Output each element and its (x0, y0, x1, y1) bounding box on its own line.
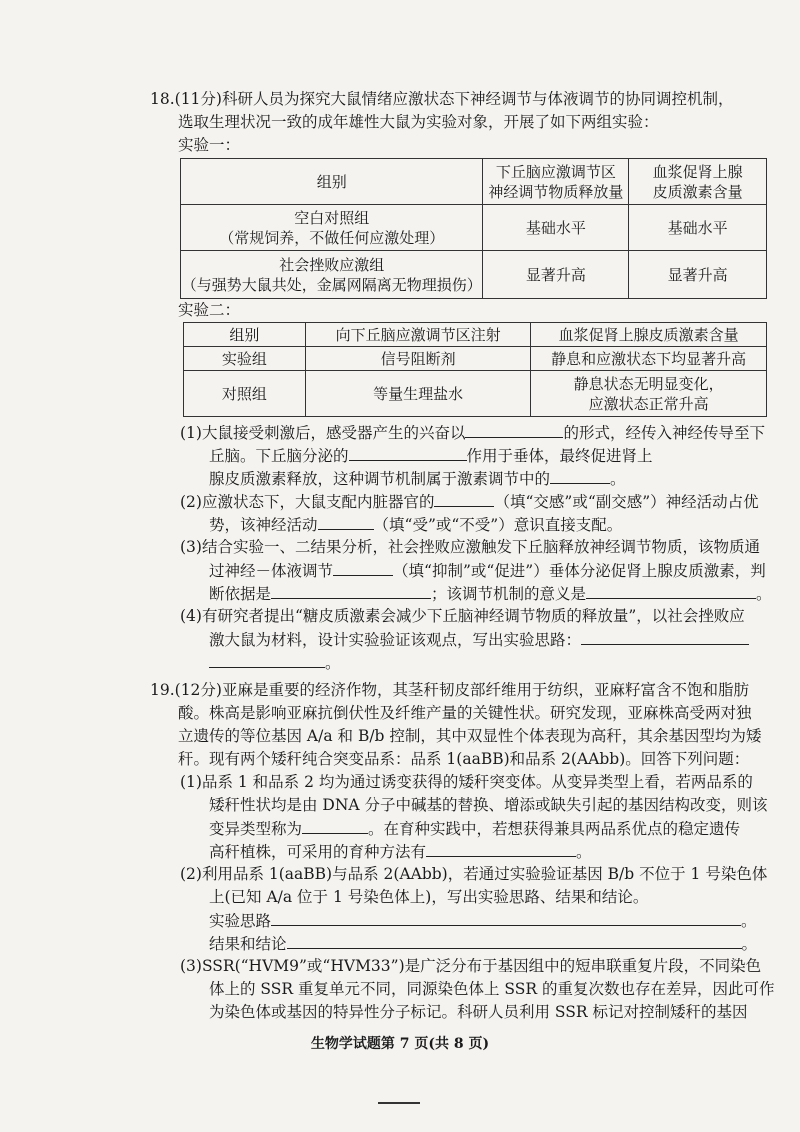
answer-blank[interactable] (586, 582, 756, 599)
q19-p1-line1: (1)品系 1 和品系 2 均为通过诱变获得的矮秆突变体。从变异类型上看，若两品系的 (180, 773, 753, 791)
q19-p2-line2: 上(已知 A/a 位于 1 号染色体上)，写出实验思路、结果和结论。 (209, 888, 649, 906)
text-segment: 过神经－体液调节 (209, 562, 334, 580)
q19-p3-line2: 体上的 SSR 重复单元不同，同源染色体上 SSR 的重复次数也存在差异，因此可作 (209, 980, 775, 998)
q18-p4-line2 (209, 628, 749, 651)
text-segment: (1)大鼠接受刺激后，感受器产生的兴奋以 (180, 424, 466, 442)
q18-intro-line1: 18.(11分)科研人员为探究大鼠情绪应激状态下神经调节与体液调节的协同调控机制， (150, 90, 734, 108)
table2-hormone-line2: 应激状态正常升高 (588, 394, 709, 413)
text-segment: 。在育种实践中，若想获得兼具两品系优点的稳定遗传 (368, 820, 741, 838)
text-segment: 激大鼠为材料，设计实验验证该观点，写出实验思路： (209, 631, 582, 649)
answer-blank[interactable] (434, 490, 494, 507)
table-row (184, 371, 767, 417)
q18-p1-line3 (209, 467, 626, 490)
text-segment: 高秆植株，可采用的育种方法有 (209, 843, 427, 861)
table-row (181, 205, 767, 251)
text-segment: 结果和结论 (209, 935, 287, 953)
text-segment: 腺皮质激素释放，这种调节机制属于激素调节中的 (209, 470, 551, 488)
table2-cell-inject: 信号阻断剂 (305, 347, 531, 371)
table1-header-release-line1: 下丘脑应激调节区 (495, 162, 616, 181)
table1-cell-release: 显著升高 (483, 251, 629, 299)
text-segment: (2)应激状态下，大鼠支配内脏器官的 (180, 493, 435, 511)
q18-exp2-label: 实验二： (178, 301, 241, 319)
table2-cell-group: 对照组 (184, 371, 306, 417)
answer-blank[interactable] (349, 444, 467, 461)
table1-group-name: 空白对照组 (294, 208, 370, 227)
answer-blank[interactable] (318, 513, 374, 530)
q19-intro-line2: 酸。株高是影响亚麻抗倒伏性及纤维产量的关键性状。研究发现，亚麻株高受两对独 (178, 704, 752, 722)
table1-header-hormone-line2: 皮质激素含量 (652, 182, 743, 201)
table2-header-inject: 向下丘脑应激调节区注射 (305, 323, 531, 347)
answer-blank[interactable] (581, 628, 749, 645)
table1-group-note: （与强势大鼠共处，金属网隔离无物理损伤） (181, 275, 482, 294)
table1-header-group: 组别 (181, 159, 483, 205)
text-segment: 的形式，经传入神经传导至下 (563, 424, 765, 442)
table-row (181, 251, 767, 299)
text-segment: 实验思路 (209, 912, 272, 930)
text-segment: （填“交感”或“副交感”）神经活动占优 (494, 493, 759, 511)
q18-exp1-label: 实验一： (178, 136, 241, 154)
q19-p1-line4 (209, 840, 592, 863)
q18-p3-line1: (3)结合实验一、二结果分析，社会挫败应激触发下丘脑释放神经调节物质，该物质通 (180, 538, 760, 556)
table2-header-hormone: 血浆促肾上腺皮质激素含量 (531, 323, 767, 347)
q18-p3-line2 (209, 559, 766, 582)
table1-cell-release: 基础水平 (483, 205, 629, 251)
text-segment: 。 (576, 843, 592, 861)
experiment1-table (180, 158, 767, 299)
text-segment: 。 (741, 935, 758, 953)
q19-p1-line3 (209, 817, 740, 840)
table2-hormone-line1: 静息状态无明显变化， (573, 374, 724, 393)
answer-blank[interactable] (287, 932, 742, 949)
experiment2-table (183, 322, 767, 417)
q19-p3-line3: 为染色体或基因的特异性分子标记。科研人员利用 SSR 标记对控制矮秆的基因 (209, 1003, 748, 1021)
table1-header-hormone (629, 159, 767, 205)
q19-p2-line1: (2)利用品系 1(aaBB)与品系 2(AAbb)，若通过实验验证基因 B/b 不位于 1 号染色体 (180, 865, 768, 883)
table2-cell-inject: 等量生理盐水 (305, 371, 531, 417)
table2-header-row (184, 323, 767, 347)
table2-cell-group: 实验组 (184, 347, 306, 371)
q19-p1-line2: 矮秆性状均是由 DNA 分子中碱基的替换、增添或缺失引起的基因结构改变，则该 (209, 796, 768, 814)
table2-header-group: 组别 (184, 323, 306, 347)
q19-intro-line3: 立遗传的等位基因 A/a 和 B/b 控制，其中双显性个体表现为高秆，其余基因型均为矮 (178, 727, 762, 745)
table1-header-hormone-line1: 血浆促肾上腺 (652, 162, 743, 181)
text-segment: 。 (325, 654, 341, 672)
text-segment: 作用于垂体，最终促进肾上 (466, 447, 653, 465)
q18-p2-line2 (209, 513, 622, 536)
q18-p1-line2 (209, 444, 653, 467)
table1-cell-hormone: 基础水平 (629, 205, 767, 251)
q18-p4-line3 (209, 651, 341, 674)
text-segment: ；该调节机制的意义是 (431, 585, 587, 603)
text-segment: （填“抑制”或“促进”）垂体分泌促肾上腺皮质激素，判 (393, 562, 766, 580)
text-segment: 。 (741, 912, 757, 930)
table1-cell-group (181, 205, 483, 251)
answer-blank[interactable] (209, 651, 325, 668)
q18-p3-line3 (209, 582, 772, 605)
text-segment: 。 (756, 585, 772, 603)
q19-intro-line1: 19.(12分)亚麻是重要的经济作物，其茎秆韧皮部纤维用于纺织，亚麻籽富含不饱和脂肪 (150, 681, 749, 699)
text-segment: 变异类型称为 (209, 820, 303, 838)
q18-intro-line2: 选取生理状况一致的成年雄性大鼠为实验对象，开展了如下两组实验： (178, 113, 659, 131)
bottom-margin-mark (378, 1102, 420, 1104)
text-segment: （填“受”或“不受”）意识直接支配。 (373, 516, 623, 534)
text-segment: 。 (610, 470, 626, 488)
answer-blank[interactable] (426, 840, 576, 857)
table1-header-release (483, 159, 629, 205)
answer-blank[interactable] (271, 909, 741, 926)
q19-intro-line4: 秆。现有两个矮秆纯合突变品系：品系 1(aaBB)和品系 2(AAbb)。回答下列问题： (178, 750, 750, 768)
answer-blank[interactable] (333, 559, 393, 576)
table1-header-row (181, 159, 767, 205)
q18-p2-line1 (180, 490, 759, 513)
table1-group-note: （常规饲养，不做任何应激处理） (219, 228, 445, 247)
answer-blank[interactable] (550, 467, 610, 484)
text-segment: 势，该神经活动 (209, 516, 318, 534)
q19-p2-line3 (209, 909, 757, 932)
text-segment: 断依据是 (209, 585, 272, 603)
table2-cell-hormone: 静息和应激状态下均显著升高 (531, 347, 767, 371)
table-row (184, 347, 767, 371)
q19-p3-line1: (3)SSR(“HVM9”或“HVM33”)是广泛分布于基因组中的短串联重复片段，不同染色 (180, 957, 762, 975)
table2-cell-hormone (531, 371, 767, 417)
table1-cell-group (181, 251, 483, 299)
q18-p4-line1: (4)有研究者提出“糖皮质激素会减少下丘脑神经调节物质的释放量”，以社会挫败应 (180, 607, 745, 625)
answer-blank[interactable] (465, 421, 563, 438)
table1-group-name: 社会挫败应激组 (279, 255, 385, 274)
answer-blank[interactable] (271, 582, 431, 599)
answer-blank[interactable] (302, 817, 368, 834)
table1-cell-hormone: 显著升高 (629, 251, 767, 299)
page-footer: 生物学试题第 7 页(共 8 页) (310, 1036, 490, 1052)
text-segment: 丘脑。下丘脑分泌的 (209, 447, 349, 465)
q18-p1-line1 (180, 421, 765, 444)
table1-header-release-line2: 神经调节物质释放量 (488, 182, 624, 201)
q19-p2-line4 (209, 932, 757, 955)
